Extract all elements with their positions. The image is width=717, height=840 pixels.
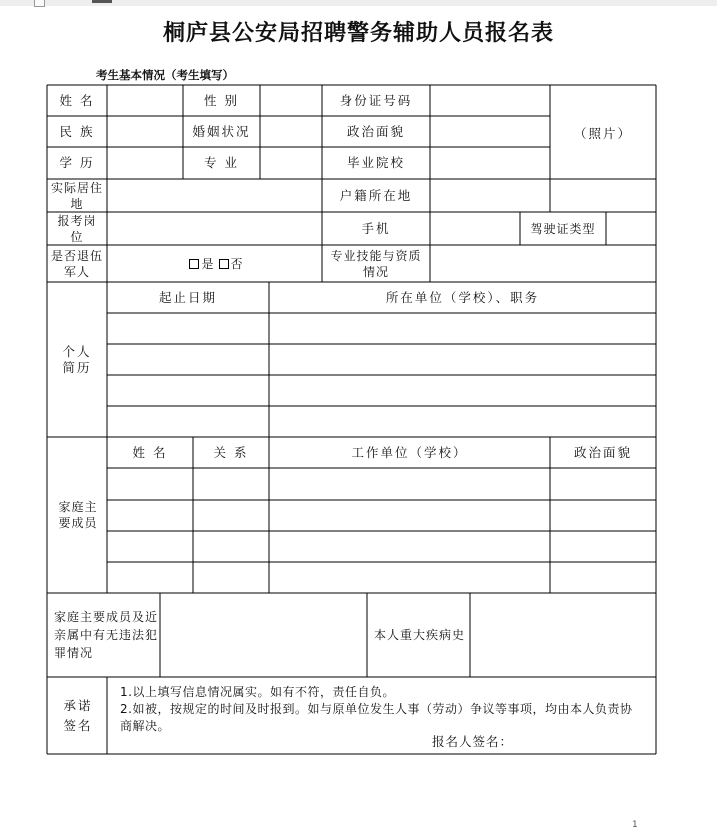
label-skills: 专业技能与资质情况 <box>330 248 422 279</box>
resume-row-2[interactable] <box>107 344 656 375</box>
family-row-3[interactable] <box>107 531 656 562</box>
label-education: 学 历 <box>59 155 95 170</box>
label-major: 专 业 <box>204 155 239 170</box>
resume-row-3[interactable] <box>107 375 656 406</box>
cursor-marker-icon <box>34 0 45 7</box>
major-field[interactable] <box>260 147 322 179</box>
promise-line-1: 1.以上填写信息情况属实。如有不符，责任自负。 <box>120 685 395 699</box>
label-criminal: 家庭主要成员及近亲属中有无违法犯罪情况 <box>54 610 159 660</box>
label-id-number: 身份证号码 <box>339 92 413 108</box>
label-hukou: 户籍所在地 <box>339 187 413 203</box>
label-marital: 婚姻状况 <box>192 123 251 139</box>
gender-field[interactable] <box>260 85 322 116</box>
family-col-work: 工作单位（学校） <box>351 444 468 460</box>
skills-field[interactable] <box>430 245 656 282</box>
veteran-no-label: 否 <box>230 256 244 271</box>
resume-col-unit: 所在单位（学校）、职务 <box>385 289 540 305</box>
form-title: 桐庐县公安局招聘警务辅助人员报名表 <box>162 20 554 46</box>
family-col-political: 政治面貌 <box>573 444 632 460</box>
label-veteran: 是否退伍军人 <box>50 248 103 279</box>
veteran-options <box>107 245 322 282</box>
veteran-yes-label: 是 <box>201 256 215 271</box>
label-gender: 性 别 <box>204 92 239 108</box>
disease-field[interactable] <box>470 593 656 677</box>
label-resume: 个人简历 <box>62 343 92 375</box>
veteran-yes-checkbox[interactable] <box>189 259 199 269</box>
family-row-4[interactable] <box>107 562 656 593</box>
phone-field[interactable] <box>430 212 520 245</box>
family-col-relation: 关 系 <box>213 444 249 460</box>
license-field[interactable] <box>606 212 656 245</box>
ethnicity-field[interactable] <box>107 116 183 147</box>
hukou-field[interactable] <box>430 179 550 212</box>
family-row-1[interactable] <box>107 468 656 500</box>
resume-col-dates: 起止日期 <box>158 289 217 305</box>
page-number: 1 <box>632 820 638 830</box>
resume-row-4[interactable] <box>107 406 656 437</box>
label-phone: 手机 <box>361 220 391 236</box>
resume-row-1[interactable] <box>107 313 656 344</box>
position-field[interactable] <box>107 212 322 245</box>
label-family: 家庭主要成员 <box>58 500 98 530</box>
promise-text <box>120 684 640 735</box>
school-field[interactable] <box>430 147 550 179</box>
label-political: 政治面貌 <box>346 123 405 139</box>
label-name: 姓 名 <box>59 92 95 108</box>
label-license: 驾驶证类型 <box>530 221 596 236</box>
label-disease: 本人重大疾病史 <box>374 628 466 642</box>
criminal-field[interactable] <box>160 593 367 677</box>
label-promise: 承诺签名 <box>63 697 93 733</box>
signature-label: 报名人签名： <box>432 734 514 749</box>
marital-field[interactable] <box>260 116 322 147</box>
photo-label: （照片） <box>573 125 632 141</box>
form-subtitle: 考生基本情况（考生填写） <box>96 68 234 82</box>
family-row-2[interactable] <box>107 500 656 531</box>
id-number-field[interactable] <box>430 85 550 116</box>
family-col-name: 姓 名 <box>132 444 168 460</box>
veteran-no-checkbox[interactable] <box>219 259 229 269</box>
political-field[interactable] <box>430 116 550 147</box>
name-field[interactable] <box>107 85 183 116</box>
photo-box[interactable] <box>550 85 656 212</box>
label-position: 报考岗位 <box>57 213 97 244</box>
residence-field[interactable] <box>107 179 322 212</box>
label-ethnicity: 民 族 <box>59 123 95 139</box>
education-field[interactable] <box>107 147 183 179</box>
label-school: 毕业院校 <box>346 155 405 170</box>
header-fragment <box>92 0 112 3</box>
label-residence: 实际居住地 <box>50 180 103 211</box>
promise-line-2: 2.如被，按规定的时间及时报到。如与原单位发生人事（劳动）争议等事项，均由本人负责协商解决。 <box>120 702 633 733</box>
